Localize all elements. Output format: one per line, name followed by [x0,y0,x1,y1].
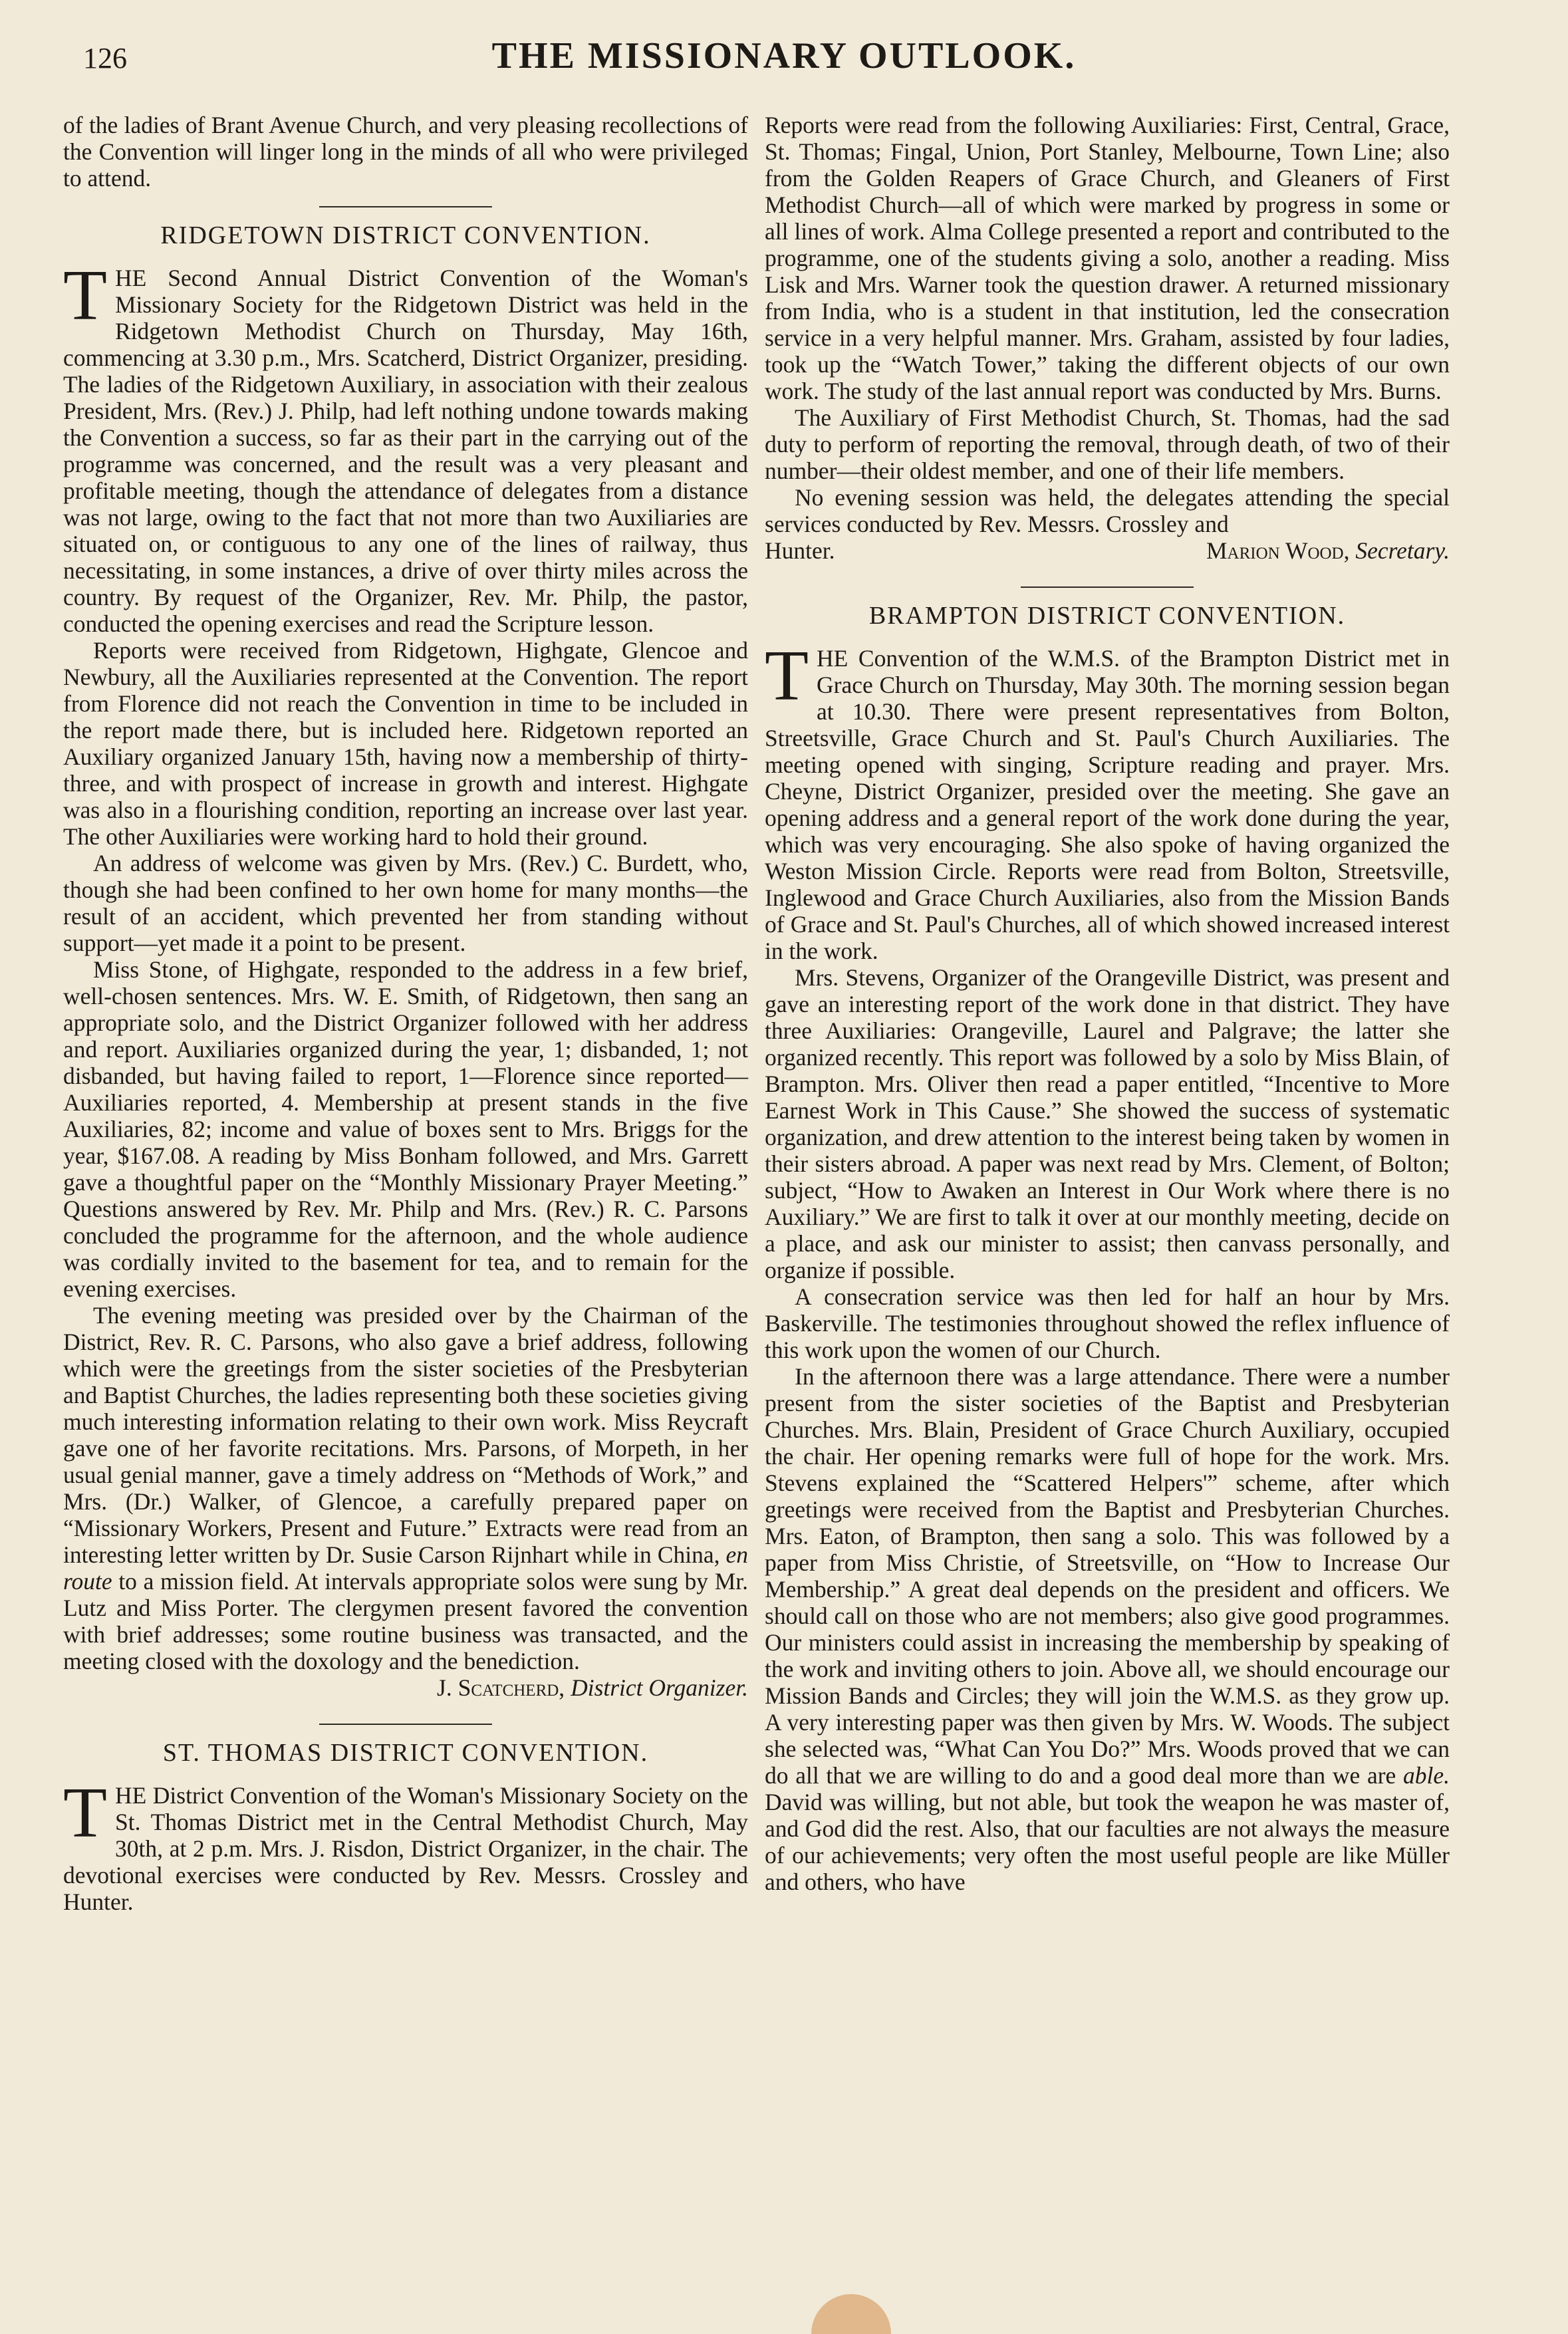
left-column [63,112,748,1915]
stthomas-paragraph-1: THE District Convention of the Woman's Missionary Society on the St. Thomas District met in the Central Methodist Church, May 30th, at 2 p.m. Mrs. J. Risdon, District Organizer, in the chair. The devotional exercises were conducted by Rev. Messrs. Crossley and Hunter. [63,1773,748,1915]
brampton-paragraph-3: A consecration service was then led for half an hour by Mrs. Baskerville. The testimonies throughout showed the reflex influence of this work upon the women of our Church. [765,1283,1450,1363]
ridgetown-paragraph-5: The evening meeting was presided over by the Chairman of the District, Rev. R. C. Parsons, who also gave a brief address, following which were the greetings from the sister societies of the Presbyterian and Baptist Churches, the ladies representing both these societies giving much interesting information relating to their own work. Miss Reycraft gave one of her favorite recitations. Mrs. Parsons, of Morpeth, in her usual genial manner, gave a timely address on “Methods of Work,” and Mrs. (Dr.) Walker, of Glencoe, a carefully prepared paper on “Missionary Workers, Present and Future.” Extracts were read from an interesting letter written by Dr. Susie Carson Rijnhart while in China, en route to a mission field. At intervals appropriate solos were sung by Mr. Lutz and Miss Porter. The clergymen present favored the convention with brief addresses; some routine business was transacted, and the meeting closed with the doxology and the benediction. [63,1302,748,1674]
stthomas-paragraph-4: No evening session was held, the delegates attending the special services conducted by Rev. Messrs. Crossley and [765,484,1450,537]
section-divider [319,206,492,207]
stthomas-heading: ST. THOMAS DISTRICT CONVENTION. [162,1739,649,1767]
section-divider [319,1724,492,1725]
brampton-paragraph-4: In the afternoon there was a large attendance. There were a number present from the sister societies of the Baptist and Presbyterian Churches. Mrs. Blain, President of Grace Church Auxiliary, occupied the chair. Her opening remarks were full of hope for the work. Mrs. Stevens explained the “Scattered Helpers'” scheme, after which greetings were received from the Baptist and Presbyterian Churches. Mrs. Eaton, of Brampton, then sang a solo. This was followed by a paper from Miss Christie, of Streetsville, on “How to Increase Our Membership.” A great deal depends on the president and officers. We should call on those who are not members; also give good programmes. Our ministers could assist in increasing the membership by speaking of the work and inviting others to join. Above all, we should encourage our Mission Bands and Circles; they will join the W.M.S. as they grow up. A very interesting paper was then given by Mrs. W. Woods. The subject she selected was, “What Can You Do?” Mrs. Woods proved that we can do all that we are willing to do and a good deal more than we are able. David was willing, but not able, but took the weapon he was master of, and God did the rest. Also, that our faculties are not always the measure of our achievements; very often the most useful people are like Müller and others, who have [765,1363,1450,1895]
ridgetown-paragraph-2: Reports were received from Ridgetown, Highgate, Glencoe and Newbury, all the Auxiliaries represented at the Convention. The report from Florence did not reach the Convention in time to be included in the report made there, but is included here. Ridgetown reported an Auxiliary organized January 15th, having now a membership of thirty-three, and with prospect of increase in growth and interest. Highgate was also in a flourishing condition, reporting an increase over last year. The other Auxiliaries were working hard to hold their ground. [63,637,748,850]
continued-paragraph: of the ladies of Brant Avenue Church, and very pleasing recollections of the Convention will linger long in the minds of all who were privileged to attend. [63,112,748,192]
brampton-paragraph-2: Mrs. Stevens, Organizer of the Orangeville District, was present and gave an interesting report of the work done in that district. They have three Auxiliaries: Orangeville, Laurel and Palgrave; the latter she organized recently. This report was followed by a solo by Miss Blain, of Brampton. Mrs. Oliver then read a paper entitled, “Incentive to More Earnest Work in This Cause.” She showed the success of systematic organization, and drew attention to the interest being taken by women in their sisters abroad. A paper was next read by Mrs. Clement, of Bolton; subject, “How to Awaken an Interest in Our Work where there is no Auxiliary.” We are first to talk it over at our monthly meeting, decide on a place, and ask our minister to assist; then canvass personally, and organize if possible. [765,964,1450,1283]
stthomas-paragraph-3: The Auxiliary of First Methodist Church, St. Thomas, had the sad duty to perform of reporting the removal, through death, of two of their number—their oldest member, and one of their life members. [765,404,1450,484]
brampton-heading: BRAMPTON DISTRICT CONVENTION. [868,602,1346,630]
ridgetown-paragraph-4: Miss Stone, of Highgate, responded to the address in a few brief, well-chosen sentences. Mrs. W. E. Smith, of Ridgetown, then sang an appropriate solo, and the District Organizer followed with her address and report. Auxiliaries organized during the year, 1; disbanded, 1; not disbanded, but having failed to report, 1—Florence since reported—Auxiliaries reported, 4. Membership at present stands in the five Auxiliaries, 82; income and value of boxes sent to Mrs. Briggs for the year, $167.08. A reading by Miss Bonham followed, and Mrs. Garrett gave a thoughtful paper on the “Monthly Missionary Prayer Meeting.” Questions answered by Rev. Mr. Philp and Mrs. (Rev.) R. C. Parsons concluded the programme for the afternoon, and the whole audience was cordially invited to the basement for tea, and to remain for the evening exercises. [63,956,748,1302]
drop-cap: T [765,636,809,715]
stthomas-paragraph-2: Reports were read from the following Auxiliaries: First, Central, Grace, St. Thomas; Fingal, Union, Port Stanley, Melbourne, Town Line; also from the Golden Reapers of Grace Church, and Gleaners of First Methodist Church—all of which were marked by progress in some or all lines of work. Alma College presented a report and contributed to the programme, one of the students giving a solo, another a reading. Miss Lisk and Mrs. Warner took the question drawer. A returned missionary from India, who is a student in that institution, led the consecration service in a very helpful manner. Mrs. Graham, assisted by four ladies, took up the “Watch Tower,” taking the different objects of our own work. The study of the last annual report was conducted by Mrs. Burns. [765,112,1450,404]
right-column [765,112,1450,1895]
ridgetown-heading: RIDGETOWN DISTRICT CONVENTION. [160,221,651,249]
publication-title: THE MISSIONARY OUTLOOK. [491,35,1077,76]
page-stain [811,2294,891,2334]
brampton-paragraph-1: THE Convention of the W.M.S. of the Brampton District met in Grace Church on Thursday, May 30th. The morning session began at 10.30. There were present representatives from Bolton, Streetsville, Grace Church and St. Paul's Church Auxiliaries. The meeting opened with singing, Scripture reading and prayer. Mrs. Cheyne, District Organizer, presided over the meeting. She gave an opening address and a general report of the work done during the year, which was very encouraging. She also spoke of having organized the Weston Mission Circle. Reports were read from Bolton, Streetsville, Inglewood and Grace Church Auxiliaries, also from the Mission Bands of Grace and St. Paul's Churches, all of which showed increased interest in the work. [765,636,1450,964]
stthomas-signature: Hunter. Marion Wood, Secretary. [765,537,1450,564]
ridgetown-paragraph-3: An address of welcome was given by Mrs. (Rev.) C. Burdett, who, though she had been confined to her own home for many months—the result of an accident, which prevented her from standing without support—yet made it a point to be present. [63,850,748,956]
section-divider [1021,586,1194,588]
ridgetown-signature: J. Scatcherd, District Organizer. [437,1674,748,1701]
page-number: 126 [83,42,127,74]
drop-cap: T [63,1773,107,1853]
ridgetown-paragraph-1: THE Second Annual District Convention of the Woman's Missionary Society for the Ridgetown District was held in the Ridgetown Methodist Church on Thursday, May 16th, commencing at 3.30 p.m., Mrs. Scatcherd, District Organizer, presiding. The ladies of the Ridgetown Auxiliary, in association with their zealous President, Mrs. (Rev.) J. Philp, had left nothing undone towards making the Convention a success, so far as their part in the carrying out of the programme was concerned, and the result was a very pleasant and profitable meeting, though the attendance of delegates from a distance was not large, owing to the fact that not more than two Auxiliaries are situated on, or contiguous to any one of the lines of railway, thus necessitating, in some instances, a drive of over thirty miles across the country. By request of the Organizer, Rev. Mr. Philp, the pastor, conducted the opening exercises and read the Scripture lesson. [63,256,748,637]
drop-cap: T [63,256,107,335]
page-header [63,35,1505,88]
